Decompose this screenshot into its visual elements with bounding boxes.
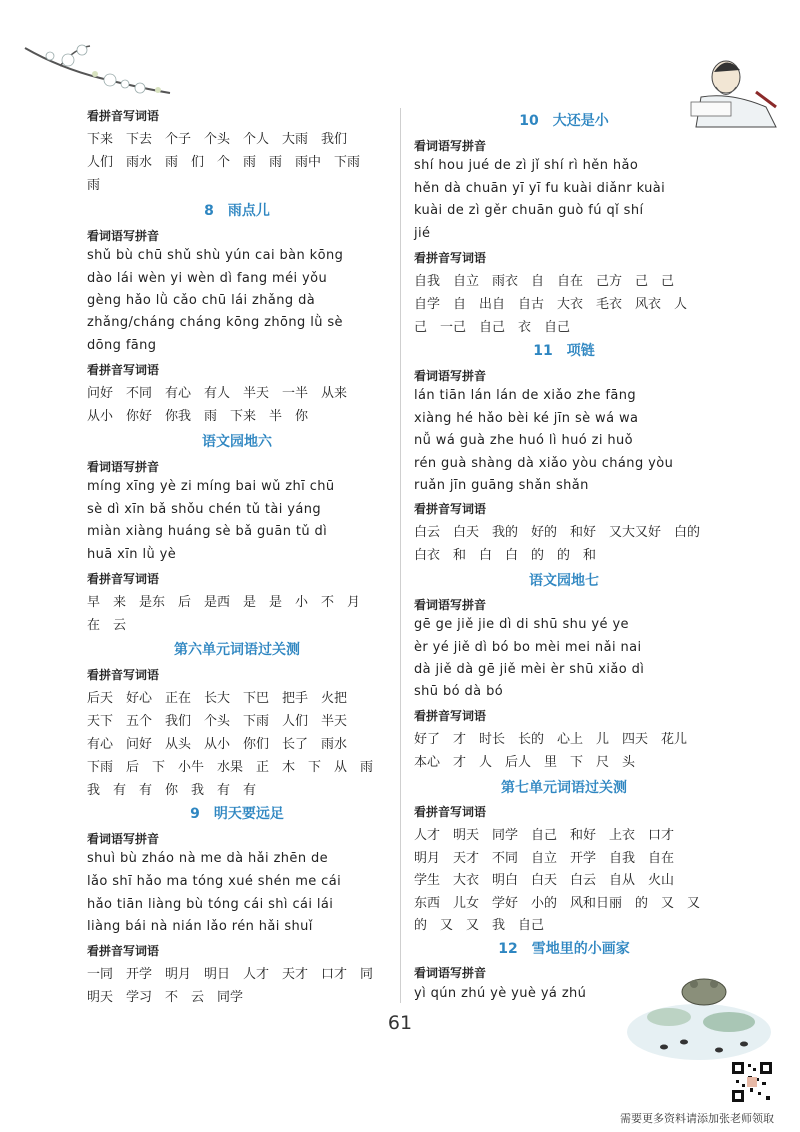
exercise-label: 看拼音写词语 xyxy=(87,363,160,377)
footer-note: 需要更多资料请添加张老师领取 xyxy=(620,1112,774,1125)
answer-line: 人们 雨水 雨 们 个 雨 雨 雨中 下雨 xyxy=(87,155,361,170)
pinyin-line: dào lái wèn yi wèn dì fang méi yǒu xyxy=(87,271,328,286)
answer-line: 一同 开学 明月 明日 人才 天才 口才 同 xyxy=(87,967,374,982)
pinyin-line: dōng fāng xyxy=(87,338,157,353)
section-title: 12 雪地里的小画家 xyxy=(498,941,630,957)
answer-line: 下来 下去 个子 个头 个人 大雨 我们 xyxy=(87,132,348,147)
section-title: 语文园地六 xyxy=(202,434,272,450)
pinyin-line: shí hou jué de zì jǐ shí rì hěn hǎo xyxy=(414,158,639,173)
section-title: 第六单元词语过关测 xyxy=(174,642,300,658)
answer-line: 后天 好心 正在 长大 下巴 把手 火把 xyxy=(87,691,348,706)
exercise-label: 看拼音写词语 xyxy=(87,572,160,586)
pinyin-line: nǚ wá guà zhe huó lì huó zi huǒ xyxy=(414,433,634,448)
answer-line: 的 又 又 我 自己 xyxy=(414,918,545,933)
frog-pond-illustration xyxy=(624,962,774,1062)
pinyin-line: hǎo tiān liàng bù tóng cái shì cái lái xyxy=(87,897,334,912)
answer-line: 白衣 和 白 白 的 的 和 xyxy=(414,548,597,563)
plum-blossom-branch-illustration xyxy=(20,38,180,108)
pinyin-line: gèng hǎo lǜ cǎo chū lái zhǎng dà xyxy=(87,293,316,308)
exercise-label: 看拼音写词语 xyxy=(414,251,487,265)
answer-line: 己 一己 自己 衣 自己 xyxy=(414,320,571,335)
section-title: 11 项链 xyxy=(533,343,595,359)
pinyin-line: dà jiě dà gē jiě mèi èr shū xiǎo dì xyxy=(414,662,645,677)
answer-line: 明天 学习 不 云 同学 xyxy=(87,990,244,1005)
pinyin-line: míng xīng yè zi míng bai wǔ zhī chū xyxy=(87,479,335,494)
exercise-label: 看词语写拼音 xyxy=(87,229,160,243)
answer-line: 好了 才 时长 长的 心上 儿 四天 花儿 xyxy=(414,732,688,747)
pinyin-line: gē ge jiě jie dì di shū shu yé ye xyxy=(414,617,629,632)
answer-line: 从小 你好 你我 雨 下来 半 你 xyxy=(87,409,309,424)
exercise-label: 看词语写拼音 xyxy=(414,966,487,980)
exercise-label: 看拼音写词语 xyxy=(414,502,487,516)
pinyin-line: miàn xiàng huáng sè bǎ guān tǔ dì xyxy=(87,524,328,539)
answer-line: 东西 儿女 学好 小的 风和日丽 的 又 又 xyxy=(414,896,701,911)
pinyin-line: èr yé jiě dì bó bo mèi mei nǎi nai xyxy=(414,640,642,655)
section-title: 9 明天要远足 xyxy=(190,806,284,822)
answer-line: 自我 自立 雨衣 自 自在 己方 己 己 xyxy=(414,274,675,289)
exercise-label: 看词语写拼音 xyxy=(87,460,160,474)
section-title: 第七单元词语过关测 xyxy=(501,780,627,796)
answer-line: 下雨 后 下 小牛 水果 正 木 下 从 雨 xyxy=(87,760,374,775)
exercise-label: 看拼音写词语 xyxy=(87,109,160,123)
exercise-label: 看拼音写词语 xyxy=(414,805,487,819)
section-title: 10 大还是小 xyxy=(519,113,609,129)
pinyin-line: shuì bù zháo nà me dà hǎi zhēn de xyxy=(87,851,329,866)
page-number: 61 xyxy=(387,1012,413,1034)
pinyin-line: shū bó dà bó xyxy=(414,684,504,699)
column-divider xyxy=(400,108,401,1003)
pinyin-line: lǎo shī hǎo ma tóng xué shén me cái xyxy=(87,874,342,889)
answer-line: 我 有 有 你 我 有 有 xyxy=(87,783,257,798)
section-title: 语文园地七 xyxy=(529,573,599,589)
pinyin-line: ruǎn jīn guāng shǎn shǎn xyxy=(414,478,589,493)
answer-line: 天下 五个 我们 个头 下雨 人们 半天 xyxy=(87,714,348,729)
pinyin-line: huā xīn lǜ yè xyxy=(87,547,177,562)
section-title: 8 雨点儿 xyxy=(204,203,270,219)
exercise-label: 看拼音写词语 xyxy=(414,709,487,723)
exercise-label: 看词语写拼音 xyxy=(87,832,160,846)
pinyin-line: xiàng hé hǎo bèi ké jīn sè wá wa xyxy=(414,411,639,426)
answer-line: 本心 才 人 后人 里 下 尺 头 xyxy=(414,755,636,770)
answer-line: 雨 xyxy=(87,178,101,193)
answer-line: 明月 天才 不同 自立 开学 自我 自在 xyxy=(414,851,675,866)
answer-line: 自学 自 出自 自古 大衣 毛衣 风衣 人 xyxy=(414,297,688,312)
pinyin-line: yì qún zhú yè yuè yá zhú xyxy=(414,986,587,1001)
answer-line: 早 来 是东 后 是西 是 是 小 不 月 xyxy=(87,595,361,610)
exercise-label: 看词语写拼音 xyxy=(414,139,487,153)
pinyin-line: liàng bái nà nián lǎo rén hǎi shuǐ xyxy=(87,919,313,934)
exercise-label: 看词语写拼音 xyxy=(414,369,487,383)
qr-code-icon xyxy=(730,1060,774,1104)
pinyin-line: hěn dà chuān yī yī fu kuài diǎnr kuài xyxy=(414,181,666,196)
exercise-label: 看拼音写词语 xyxy=(87,944,160,958)
answer-line: 白云 白天 我的 好的 和好 又大又好 白的 xyxy=(414,525,701,540)
answer-line: 有心 问好 从头 从小 你们 长了 雨水 xyxy=(87,737,348,752)
answer-line: 人才 明天 同学 自己 和好 上衣 口才 xyxy=(414,828,675,843)
answer-line: 学生 大衣 明白 白天 白云 自从 火山 xyxy=(414,873,675,888)
exercise-label: 看拼音写词语 xyxy=(87,668,160,682)
answer-line: 问好 不同 有心 有人 半天 一半 从来 xyxy=(87,386,348,401)
answer-line: 在 云 xyxy=(87,618,127,633)
pinyin-line: shǔ bù chū shǔ shù yún cai bàn kōng xyxy=(87,248,344,263)
pinyin-line: lán tiān lán lán de xiǎo zhe fāng xyxy=(414,388,637,403)
pinyin-line: zhǎng/cháng cháng kōng zhōng lǜ sè xyxy=(87,315,343,330)
pinyin-line: sè dì xīn bǎ shǒu chén tǔ tài yáng xyxy=(87,502,322,517)
pinyin-line: kuài de zì gěr chuān guò fú qǐ shí xyxy=(414,203,644,218)
pinyin-line: jié xyxy=(414,226,431,241)
exercise-label: 看词语写拼音 xyxy=(414,598,487,612)
pinyin-line: rén guà shàng dà xiǎo yòu cháng yòu xyxy=(414,456,674,471)
